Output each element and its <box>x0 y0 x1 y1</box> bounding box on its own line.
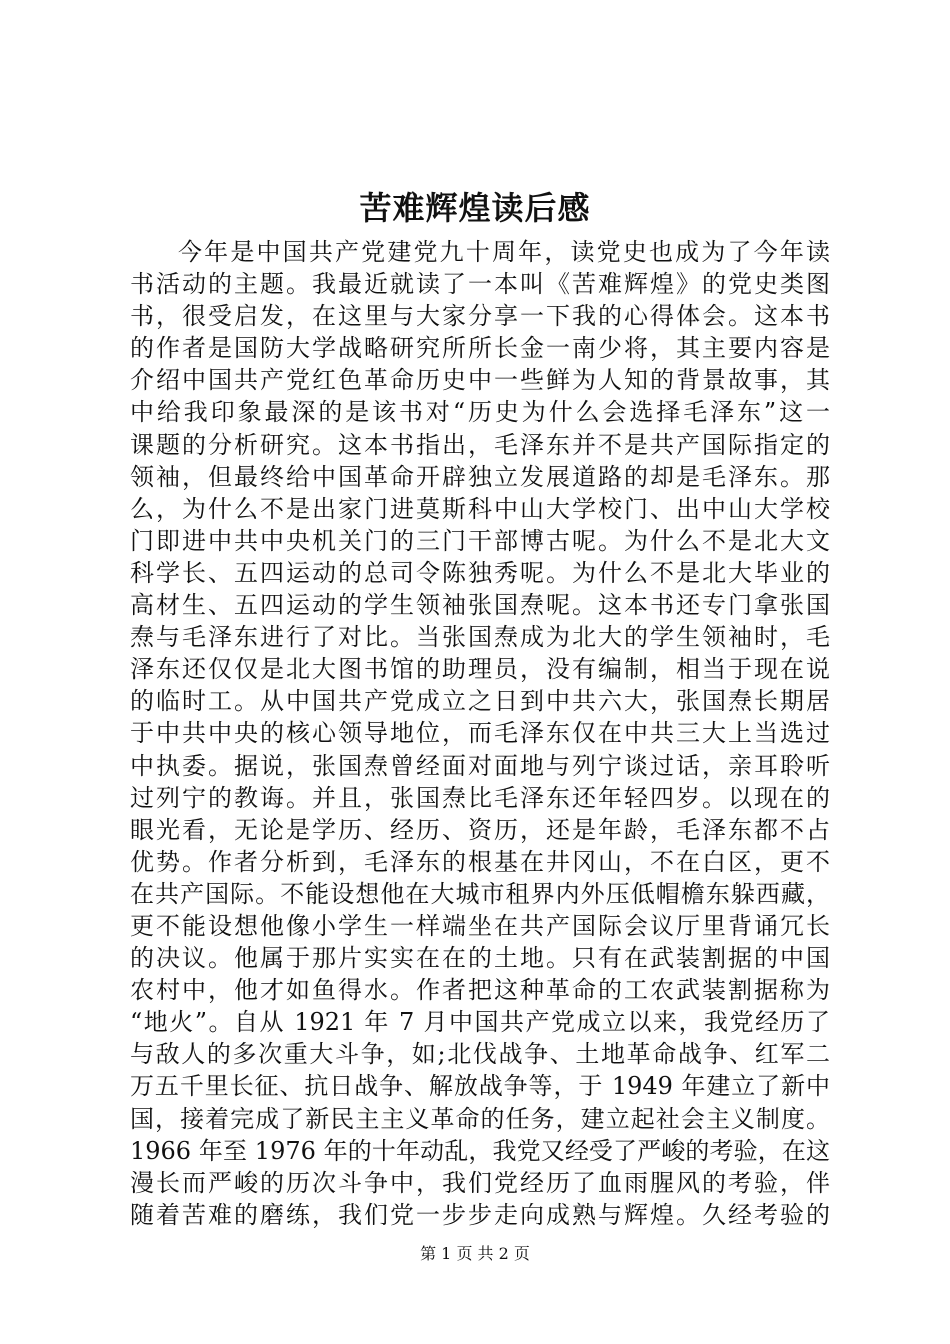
paragraph-line: 过列宁的教诲。并且，张国焘比毛泽东还年轻四岁。以现在的 <box>130 783 830 812</box>
paragraph-line: 焘与毛泽东进行了对比。当张国焘成为北大的学生领袖时，毛 <box>130 623 830 652</box>
document-body <box>130 236 830 1231</box>
paragraph-line: “地火”。自从 1921 年 7 月中国共产党成立以来，我党经历了 <box>130 1008 830 1037</box>
paragraph-line: 与敌人的多次重大斗争，如;北伐战争、土地革命战争、红军二 <box>130 1040 830 1069</box>
paragraph-line: 书，很受启发，在这里与大家分享一下我的心得体会。这本书 <box>130 302 830 331</box>
paragraph-line: 1966 年至 1976 年的十年动乱，我党又经受了严峻的考验，在这 <box>130 1136 830 1165</box>
paragraph-line: 眼光看，无论是学历、经历、资历，还是年龄，毛泽东都不占 <box>130 815 830 844</box>
paragraph-line: 的临时工。从中国共产党成立之日到中共六大，张国焘长期居 <box>130 687 830 716</box>
document-title: 苦难辉煌读后感 <box>359 189 591 227</box>
paragraph-line: 的决议。他属于那片实实在在的土地。只有在武装割据的中国 <box>130 944 830 973</box>
paragraph-line: 课题的分析研究。这本书指出，毛泽东并不是共产国际指定的 <box>130 430 830 459</box>
paragraph-line: 国，接着完成了新民主主义革命的任务，建立起社会主义制度。 <box>130 1104 830 1133</box>
paragraph-line: 高材生、五四运动的学生领袖张国焘呢。这本书还专门拿张国 <box>130 591 830 620</box>
paragraph-line: 中给我印象最深的是该书对“历史为什么会选择毛泽东”这一 <box>130 398 830 427</box>
paragraph-line: 书活动的主题。我最近就读了一本叫《苦难辉煌》的党史类图 <box>130 270 830 299</box>
paragraph-line: 泽东还仅仅是北大图书馆的助理员，没有编制，相当于现在说 <box>130 655 830 684</box>
paragraph-line: 的作者是国防大学战略研究所所长金一南少将，其主要内容是 <box>130 334 830 363</box>
paragraph-line: 更不能设想他像小学生一样端坐在共产国际会议厅里背诵冗长 <box>130 911 830 940</box>
paragraph-line: 门即进中共中央机关门的三门干部博古呢。为什么不是北大文 <box>130 526 830 555</box>
paragraph-line: 漫长而严峻的历次斗争中，我们党经历了血雨腥风的考验，伴 <box>130 1168 830 1197</box>
paragraph-line: 优势。作者分析到，毛泽东的根基在井冈山，不在白区，更不 <box>130 847 830 876</box>
page-footer: 第 1 页 共 2 页 <box>420 1244 530 1263</box>
paragraph-line: 于中共中央的核心领导地位，而毛泽东仅在中共三大上当选过 <box>130 719 830 748</box>
paragraph-line: 万五千里长征、抗日战争、解放战争等，于 1949 年建立了新中 <box>130 1072 830 1101</box>
paragraph-first-line: 今年是中国共产党建党九十周年，读党史也成为了今年读 <box>178 238 830 266</box>
paragraph-line: 么，为什么不是出家门进莫斯科中山大学校门、出中山大学校 <box>130 494 830 523</box>
paragraph-line: 领袖，但最终给中国革命开辟独立发展道路的却是毛泽东。那 <box>130 462 830 491</box>
paragraph-line: 农村中，他才如鱼得水。作者把这种革命的工农武装割据称为 <box>130 976 830 1005</box>
paragraph-line: 介绍中国共产党红色革命历史中一些鲜为人知的背景故事，其 <box>130 366 830 395</box>
paragraph-line: 中执委。据说，张国焘曾经面对面地与列宁谈过话，亲耳聆听 <box>130 751 830 780</box>
paragraph-line: 随着苦难的磨练，我们党一步步走向成熟与辉煌。久经考验的 <box>130 1200 830 1229</box>
paragraph-line: 科学长、五四运动的总司令陈独秀呢。为什么不是北大毕业的 <box>130 558 830 587</box>
paragraph-line: 在共产国际。不能设想他在大城市租界内外压低帽檐东躲西藏， <box>130 879 830 908</box>
